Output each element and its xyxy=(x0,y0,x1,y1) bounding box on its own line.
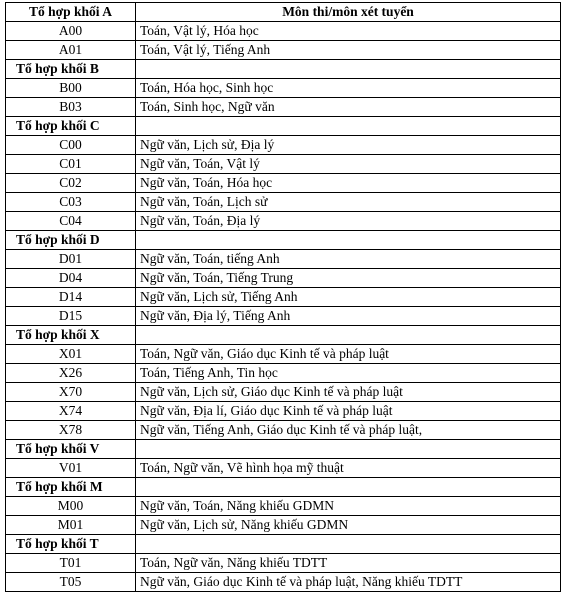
combination-subjects: Ngữ văn, Toán, Tiếng Trung xyxy=(136,269,561,288)
group-header-row xyxy=(6,326,561,345)
group-header-row xyxy=(6,231,561,250)
table-row xyxy=(6,155,561,174)
combination-subjects: Ngữ văn, Địa lí, Giáo dục Kinh tế và pháp luật xyxy=(136,402,561,421)
combination-code: A00 xyxy=(6,22,136,41)
combination-subjects: Toán, Vật lý, Tiếng Anh xyxy=(136,41,561,60)
table-row xyxy=(6,497,561,516)
table-row xyxy=(6,136,561,155)
combination-subjects: Toán, Ngữ văn, Năng khiếu TDTT xyxy=(136,554,561,573)
table-row xyxy=(6,307,561,326)
table-row xyxy=(6,250,561,269)
combination-subjects: Toán, Vật lý, Hóa học xyxy=(136,22,561,41)
group-title: Tổ hợp khối T xyxy=(6,535,136,554)
group-header-row xyxy=(6,535,561,554)
combination-subjects: Ngữ văn, Lịch sử, Tiếng Anh xyxy=(136,288,561,307)
table-row xyxy=(6,288,561,307)
header-subjects: Môn thi/môn xét tuyển xyxy=(136,3,561,22)
group-title: Tổ hợp khối B xyxy=(6,60,136,79)
table-header-row xyxy=(6,3,561,22)
table-body xyxy=(6,22,561,592)
group-empty-cell xyxy=(136,478,561,497)
table-row xyxy=(6,383,561,402)
combination-code: D15 xyxy=(6,307,136,326)
combination-code: B03 xyxy=(6,98,136,117)
combination-subjects: Ngữ văn, Giáo dục Kinh tế và pháp luật, Năng khiếu TDTT xyxy=(136,573,561,592)
group-title: Tổ hợp khối D xyxy=(6,231,136,250)
group-header-row xyxy=(6,478,561,497)
table-row xyxy=(6,516,561,535)
table-row xyxy=(6,79,561,98)
combination-code: B00 xyxy=(6,79,136,98)
combination-subjects: Ngữ văn, Lịch sử, Giáo dục Kinh tế và pháp luật xyxy=(136,383,561,402)
table-row xyxy=(6,22,561,41)
combination-code: A01 xyxy=(6,41,136,60)
combination-subjects: Ngữ văn, Toán, Hóa học xyxy=(136,174,561,193)
group-header-row xyxy=(6,117,561,136)
combination-code: D14 xyxy=(6,288,136,307)
combination-code: M01 xyxy=(6,516,136,535)
combination-subjects: Ngữ văn, Toán, tiếng Anh xyxy=(136,250,561,269)
table-row xyxy=(6,212,561,231)
combination-code: T01 xyxy=(6,554,136,573)
group-header-row xyxy=(6,440,561,459)
table-row xyxy=(6,421,561,440)
group-empty-cell xyxy=(136,60,561,79)
combination-code: C04 xyxy=(6,212,136,231)
table-row xyxy=(6,554,561,573)
combination-code: D01 xyxy=(6,250,136,269)
table-row xyxy=(6,364,561,383)
combination-table-container xyxy=(5,2,561,592)
group-empty-cell xyxy=(136,535,561,554)
group-title: Tổ hợp khối C xyxy=(6,117,136,136)
combination-subjects: Ngữ văn, Toán, Vật lý xyxy=(136,155,561,174)
combination-code: X01 xyxy=(6,345,136,364)
combination-code: X70 xyxy=(6,383,136,402)
combination-code: X74 xyxy=(6,402,136,421)
group-empty-cell xyxy=(136,231,561,250)
combination-subjects: Ngữ văn, Lịch sử, Năng khiếu GDMN xyxy=(136,516,561,535)
combination-subjects: Toán, Sinh học, Ngữ văn xyxy=(136,98,561,117)
group-empty-cell xyxy=(136,326,561,345)
group-empty-cell xyxy=(136,440,561,459)
combination-subjects: Ngữ văn, Địa lý, Tiếng Anh xyxy=(136,307,561,326)
combination-subjects: Ngữ văn, Tiếng Anh, Giáo dục Kinh tế và pháp luật, xyxy=(136,421,561,440)
group-header-row xyxy=(6,60,561,79)
table-row xyxy=(6,41,561,60)
table-row xyxy=(6,98,561,117)
combination-code: C03 xyxy=(6,193,136,212)
combination-subjects: Ngữ văn, Toán, Lịch sử xyxy=(136,193,561,212)
combination-code: D04 xyxy=(6,269,136,288)
table-row xyxy=(6,573,561,592)
group-title: Tổ hợp khối M xyxy=(6,478,136,497)
combination-subjects: Toán, Tiếng Anh, Tin học xyxy=(136,364,561,383)
table-row xyxy=(6,345,561,364)
combination-code: V01 xyxy=(6,459,136,478)
table-row xyxy=(6,459,561,478)
group-empty-cell xyxy=(136,117,561,136)
group-title: Tổ hợp khối V xyxy=(6,440,136,459)
combination-subjects: Ngữ văn, Lịch sử, Địa lý xyxy=(136,136,561,155)
subject-combination-table xyxy=(5,2,561,592)
table-row xyxy=(6,174,561,193)
combination-code: C02 xyxy=(6,174,136,193)
table-row xyxy=(6,402,561,421)
combination-subjects: Ngữ văn, Toán, Địa lý xyxy=(136,212,561,231)
group-title: Tổ hợp khối X xyxy=(6,326,136,345)
combination-subjects: Toán, Ngữ văn, Vẽ hình họa mỹ thuật xyxy=(136,459,561,478)
combination-code: T05 xyxy=(6,573,136,592)
combination-subjects: Toán, Ngữ văn, Giáo dục Kinh tế và pháp luật xyxy=(136,345,561,364)
table-row xyxy=(6,193,561,212)
combination-code: M00 xyxy=(6,497,136,516)
combination-code: C01 xyxy=(6,155,136,174)
combination-code: X26 xyxy=(6,364,136,383)
combination-code: X78 xyxy=(6,421,136,440)
combination-subjects: Toán, Hóa học, Sinh học xyxy=(136,79,561,98)
combination-subjects: Ngữ văn, Toán, Năng khiếu GDMN xyxy=(136,497,561,516)
combination-code: C00 xyxy=(6,136,136,155)
header-group-a: Tổ hợp khối A xyxy=(6,3,136,22)
table-row xyxy=(6,269,561,288)
